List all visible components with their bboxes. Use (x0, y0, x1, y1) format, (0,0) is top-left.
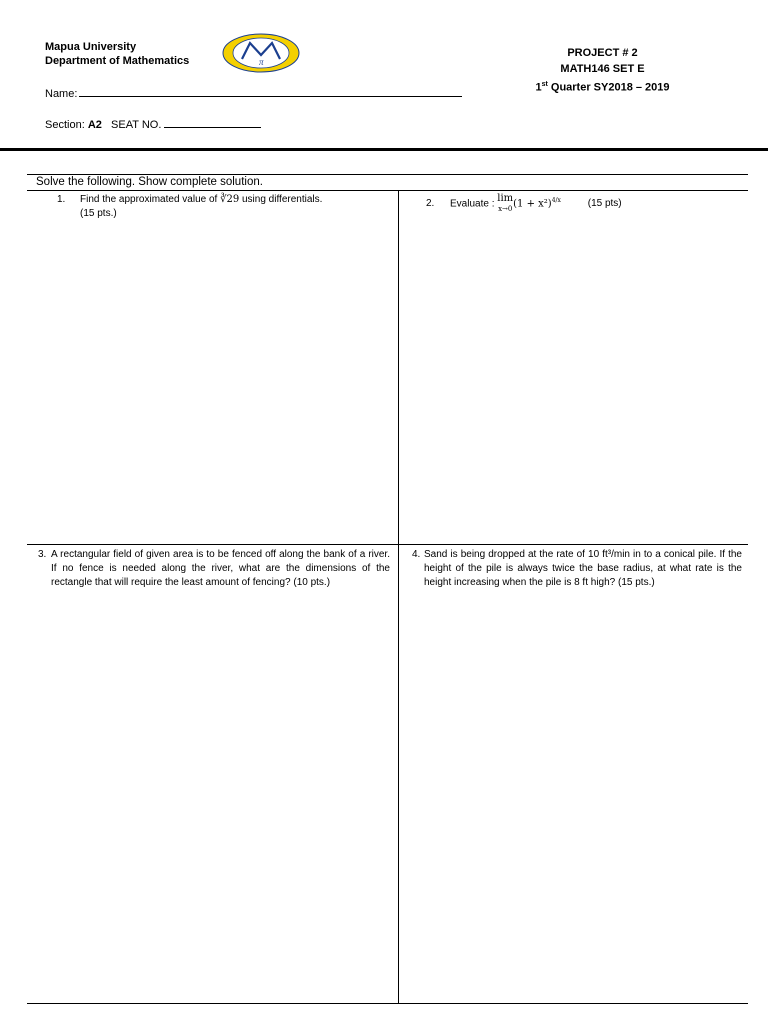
question-1-text (80, 193, 390, 207)
question-4 (412, 548, 742, 590)
svg-text:π: π (259, 57, 264, 67)
table-top-border (27, 174, 748, 175)
quarter-suffix: st (541, 81, 548, 88)
section-label: Section: (45, 119, 85, 131)
limit-word: lim (497, 193, 514, 204)
question-2-label: Evaluate : (450, 198, 498, 210)
question-1-number: 1. (57, 194, 66, 205)
question-2-number: 2. (426, 198, 435, 210)
limit-exponent: 4/x (551, 197, 561, 204)
limit-operator (497, 194, 513, 214)
table-bottom-border (27, 1003, 748, 1004)
question-4-text: Sand is being dropped at the rate of 10 ft³/min in to a conical pile. If the height of the pile is always twice the base radius, at what rate is the height increasing when the pile is 8 ft high? (15 pts.) (424, 549, 742, 588)
seat-label: SEAT NO. (111, 119, 162, 131)
question-2-points: (15 pts) (587, 198, 622, 210)
question-1-points: (15 pts.) (80, 208, 117, 219)
department-name: Department of Mathematics (45, 55, 190, 67)
quarter-ordinal: 1 (535, 81, 542, 94)
course-code: MATH146 SET E (560, 63, 645, 75)
header-divider (0, 148, 768, 151)
section-value: A2 (87, 119, 102, 131)
question-3-number: 3. (38, 549, 47, 560)
question-2 (426, 194, 726, 214)
question-4-number: 4. (412, 549, 421, 560)
table-column-divider (398, 190, 399, 1004)
limit-subscript: x→0 (498, 205, 513, 213)
table-row-divider (27, 544, 748, 545)
university-name: Mapua University (45, 41, 137, 53)
university-seal-logo (222, 33, 300, 73)
institution-block (45, 40, 189, 68)
name-label: Name: (45, 88, 78, 100)
question-1 (57, 193, 390, 221)
question-3-text: A rectangular field of given area is to be fenced off along the bank of a river. If no fence is needed along the river, what are the dimensions of the rectangle that will require the least amount of fencing? (10 pts.) (51, 549, 390, 588)
question-3 (38, 548, 390, 590)
project-block (500, 45, 705, 96)
name-field-row (45, 85, 462, 100)
project-title: PROJECT # 2 (567, 47, 638, 59)
quarter-text: Quarter SY2018 – 2019 (547, 81, 670, 94)
quarter-line (500, 77, 705, 96)
limit-expression: (1 + x²) (513, 198, 552, 210)
instructions: Solve the following. Show complete solution. (36, 176, 263, 188)
question-1-text-b: using differentials. (239, 194, 323, 205)
cube-root-29: ∛29 (220, 194, 240, 205)
question-1-line (57, 193, 390, 207)
question-1-text-a: Find the approximated value of (80, 194, 221, 205)
section-field-row (45, 116, 261, 131)
seat-blank[interactable] (164, 116, 261, 128)
name-blank[interactable] (79, 85, 462, 97)
table-header-border (27, 190, 748, 191)
